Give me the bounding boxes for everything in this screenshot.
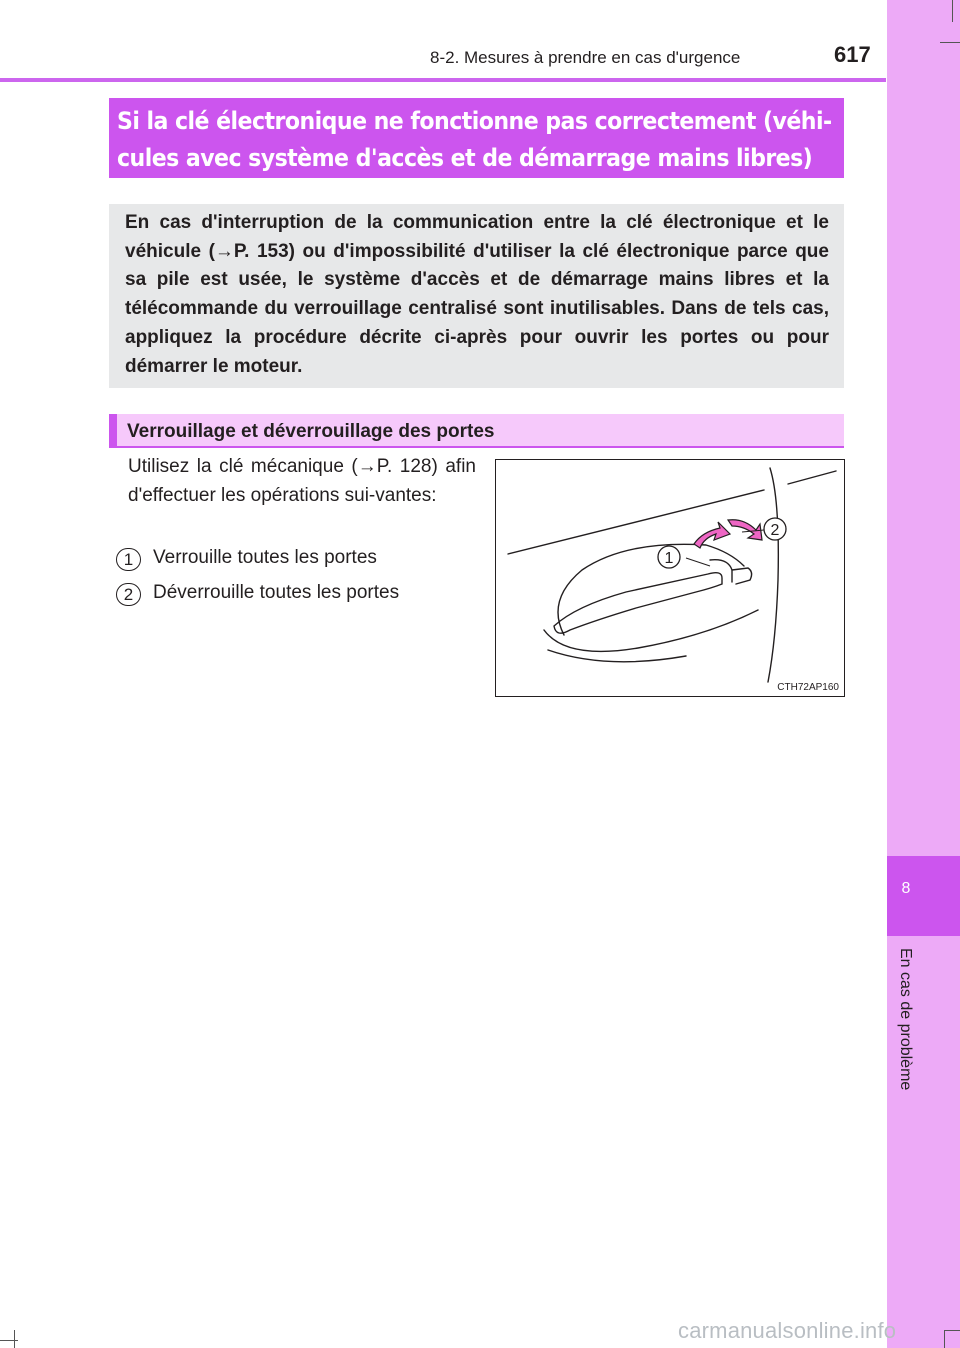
section-title: Verrouillage et déverrouillage des portes <box>127 421 495 442</box>
figure-code: CTH72AP160 <box>777 682 839 693</box>
page-number: 617 <box>834 42 871 67</box>
callout-number: 1 <box>664 550 674 567</box>
section-accent <box>109 414 117 448</box>
door-handle-illustration <box>496 460 846 698</box>
intro-box <box>109 204 844 388</box>
side-tab-chapter-number: 8 <box>901 880 911 897</box>
topic-title: Si la clé électronique ne fonctionne pas correctement (véhi-cules avec système d'accès et de démarrage mains libres) <box>117 107 832 172</box>
step-text: Déverrouille toutes les portes <box>153 582 400 603</box>
crop-mark <box>952 0 953 22</box>
crop-mark <box>944 1330 960 1331</box>
side-tab-strip <box>887 0 960 1348</box>
intro-text: En cas d'interruption de la communication entre la clé électronique et le véhicule (→P. 153) ou d'impossibilité d'utiliser la clé électronique parce que sa pile est usée, le système d'accès et de démarrage mains libres et la télécommande du verrouillage centralisé sont inutilisables. Dans de tels cas, appliquez la procédure décrite ci-après pour ouvrir les portes ou pour démarrer le moteur. <box>125 212 829 377</box>
side-tab-chapter-label: En cas de problème <box>897 948 914 1091</box>
step-text: Verrouille toutes les portes <box>153 547 377 568</box>
crop-mark <box>940 42 960 43</box>
chapter-heading: 8-2. Mesures à prendre en cas d'urgence <box>430 48 741 67</box>
step-number: 2 <box>116 583 141 606</box>
door-handle-figure <box>495 459 845 697</box>
crop-mark <box>0 1340 18 1341</box>
topic-title-box <box>109 98 844 178</box>
step-number: 1 <box>116 548 141 571</box>
watermark: carmanualsonline.info <box>678 1318 897 1343</box>
crop-mark <box>14 1330 15 1348</box>
header-rule <box>0 78 886 82</box>
crop-mark <box>944 1330 945 1348</box>
callout-number: 2 <box>770 522 780 539</box>
section-body: Utilisez la clé mécanique (→P. 128) afin d'effectuer les opérations sui-vantes: <box>128 456 476 506</box>
